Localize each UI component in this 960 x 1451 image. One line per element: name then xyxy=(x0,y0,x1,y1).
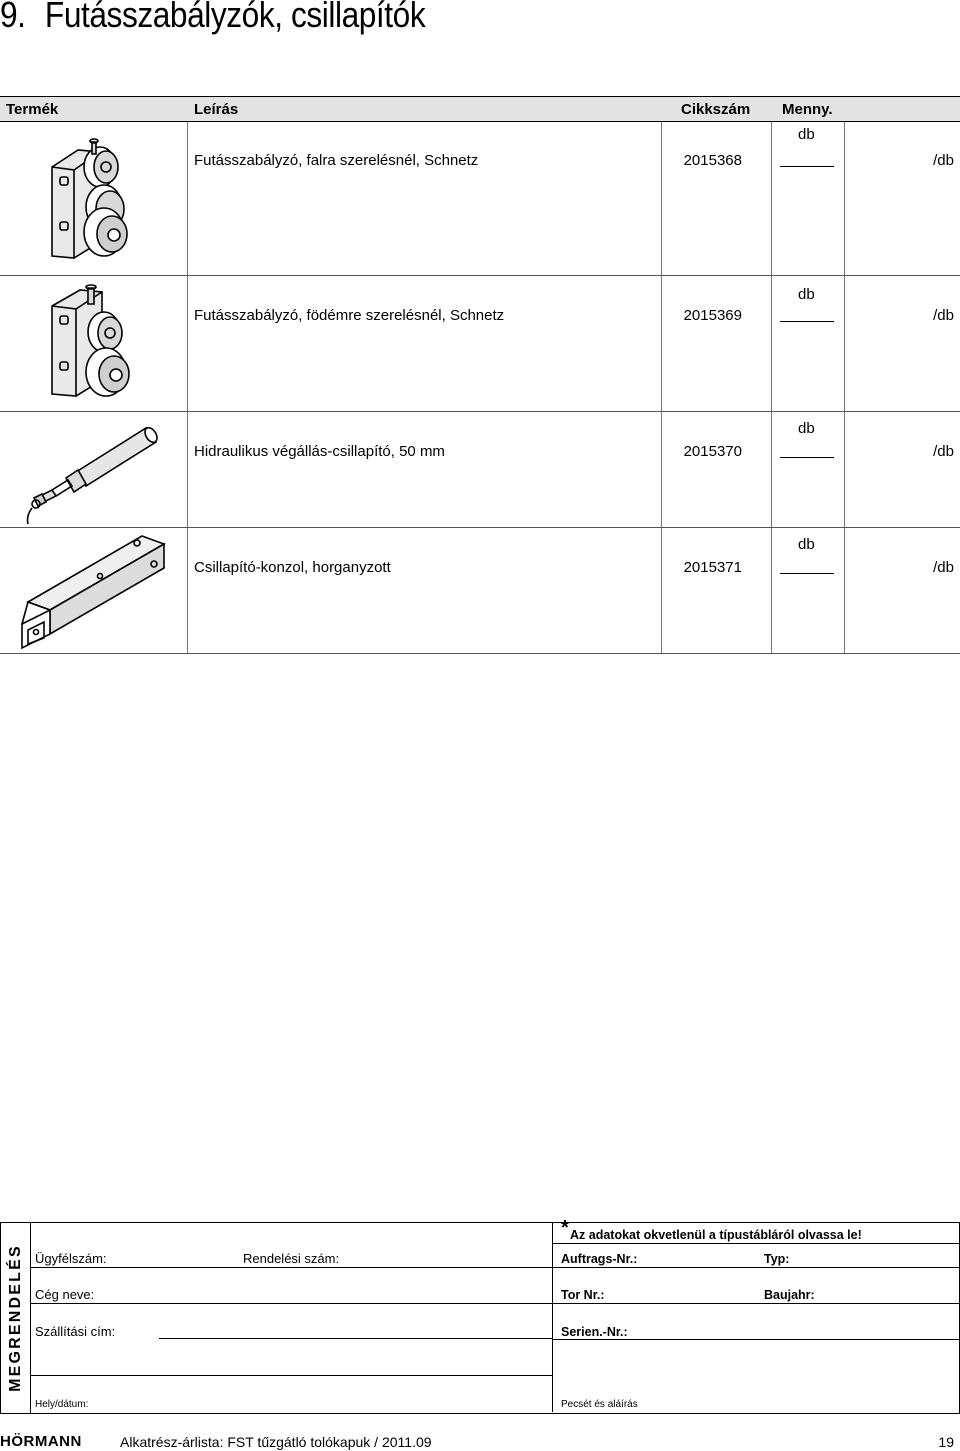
baujahr-label: Baujahr: xyxy=(764,1288,815,1302)
qty-unit: db xyxy=(798,420,815,437)
hydraulic-damper-icon xyxy=(0,412,186,527)
price-per-unit: /db xyxy=(933,443,954,460)
notice-text: Az adatokat okvetlenül a típustábláról olvassa le! xyxy=(570,1228,862,1242)
table-row xyxy=(0,122,960,276)
order-number-label: Rendelési szám: xyxy=(243,1251,340,1266)
footer-text: Alkatrész-árlista: FST tűzgátló tolókapuk / 2011.09 xyxy=(120,1434,432,1450)
header-product: Termék xyxy=(6,101,59,118)
section-title: Futásszabályzók, csillapítók xyxy=(44,0,426,35)
hormann-logo: HÖRMANN xyxy=(0,1433,82,1450)
price-per-unit: /db xyxy=(933,152,954,169)
table-header xyxy=(0,96,960,122)
page-number: 19 xyxy=(938,1434,954,1450)
product-description: Hidraulikus végállás-csillapító, 50 mm xyxy=(194,443,445,460)
qty-input-line[interactable] xyxy=(780,573,834,574)
qty-unit: db xyxy=(798,536,815,553)
product-description: Futásszabályzó, födémre szerelésnél, Schnetz xyxy=(194,307,505,324)
product-code: 2015368 xyxy=(683,152,742,169)
serien-label: Serien.-Nr.: xyxy=(561,1325,628,1339)
notice-star: * xyxy=(561,1217,569,1239)
section-number: 9. xyxy=(0,0,26,35)
ceiling-roller-guide-icon xyxy=(0,276,186,411)
typ-label: Typ: xyxy=(764,1252,790,1266)
header-description: Leírás xyxy=(194,101,239,118)
header-qty: Menny. xyxy=(782,101,833,118)
table-row xyxy=(0,276,960,412)
order-side-label: MEGRENDELÉS xyxy=(1,1223,31,1413)
company-name-label: Cég neve: xyxy=(35,1287,95,1302)
product-description: Csillapító-konzol, horganyzott xyxy=(194,559,391,576)
price-per-unit: /db xyxy=(933,307,954,324)
qty-input-line[interactable] xyxy=(780,457,834,458)
qty-input-line[interactable] xyxy=(780,321,834,322)
tor-label: Tor Nr.: xyxy=(561,1288,605,1302)
page-title xyxy=(0,0,425,36)
qty-unit: db xyxy=(798,286,815,303)
place-date-label: Hely/dátum: xyxy=(35,1399,89,1410)
table-row xyxy=(0,528,960,654)
price-per-unit: /db xyxy=(933,559,954,576)
page-footer xyxy=(0,1430,960,1451)
table-row xyxy=(0,412,960,528)
order-form xyxy=(0,1217,960,1414)
product-code: 2015369 xyxy=(683,307,742,324)
product-code: 2015371 xyxy=(683,559,742,576)
header-code: Cikkszám xyxy=(681,101,751,118)
qty-input-line[interactable] xyxy=(780,166,834,167)
product-description: Futásszabályzó, falra szerelésnél, Schnetz xyxy=(194,152,479,169)
wall-roller-guide-icon xyxy=(0,122,186,275)
qty-unit: db xyxy=(798,126,815,143)
delivery-address-label: Szállítási cím: xyxy=(35,1324,116,1339)
stamp-signature-label: Pecsét és aláírás xyxy=(561,1399,638,1410)
customer-number-label: Ügyfélszám: xyxy=(35,1251,107,1266)
damper-bracket-icon xyxy=(0,528,186,653)
product-code: 2015370 xyxy=(683,443,742,460)
auftrags-label: Auftrags-Nr.: xyxy=(561,1252,638,1266)
